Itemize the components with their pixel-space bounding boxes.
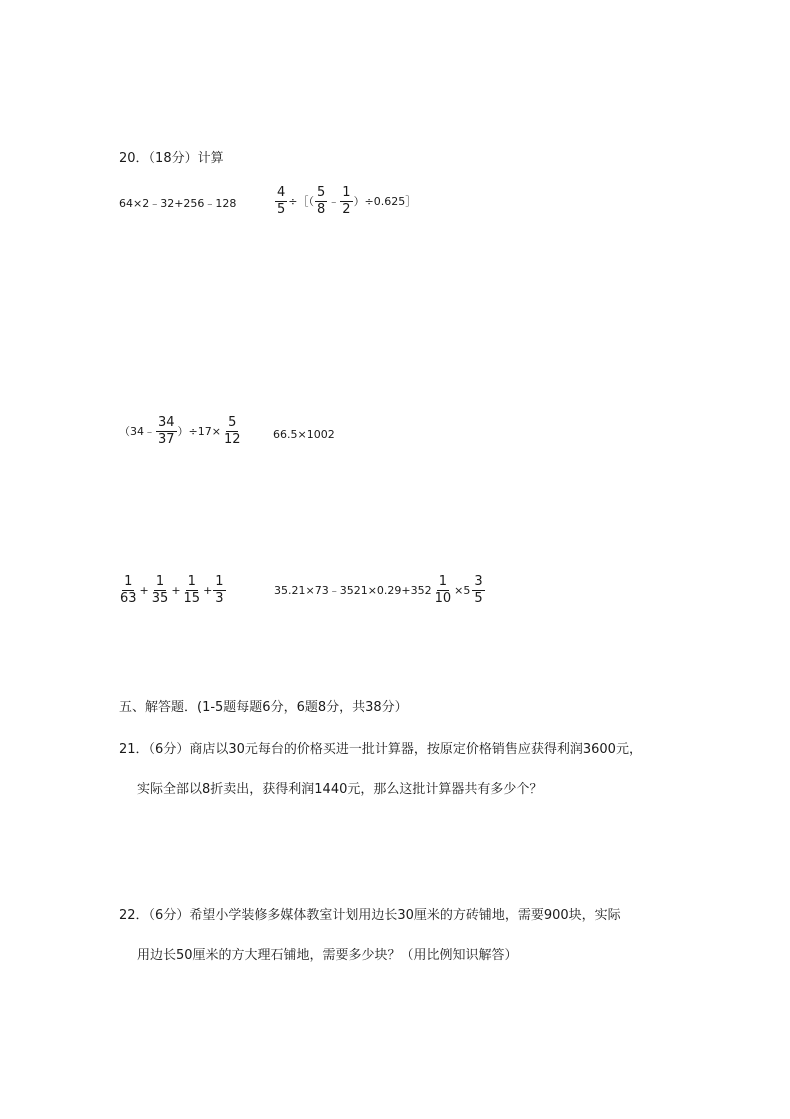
q20-expression-2: $\frac{4}{5}$ ÷［（ $\frac{5}{8}$ ﹣ $\frac{1}{2}$ ）÷0.625］ — [277, 185, 417, 217]
fraction: $\frac{4}{5}$ — [277, 185, 286, 217]
q20-expression-6: 35.21×73﹣3521×0.29+352 $\frac{1}{10}$ × 5 $\frac{3}{5}$ — [274, 575, 486, 606]
fraction: $\frac{1}{63}$ — [120, 574, 137, 606]
q21-text-line-1: 21．（6分）商店以30元每台的价格买进一批计算器，按原定价格销售应获得利润3600元， — [119, 742, 642, 757]
fraction: $\frac{1}{35}$ — [151, 574, 169, 606]
section-heading: 五、解答题．(1-5题每题6分，6题8分，共38分） — [119, 700, 408, 715]
q21-text-line-2: 实际全部以8折卖出，获得利润1440元，那么这批计算器共有多少个？ — [137, 782, 543, 797]
fraction: $\frac{1}{10}$ — [434, 574, 452, 606]
fraction: $\frac{5}{8}$ — [317, 185, 326, 217]
q22-text-line-2: 用边长50厘米的方大理石铺地，需要多少块？（用比例知识解答） — [137, 948, 518, 963]
fraction: $\frac{34}{37}$ — [158, 415, 175, 447]
fraction: $\frac{1}{15}$ — [183, 574, 201, 606]
q22-text-line-1: 22．（6分）希望小学装修多媒体教室计划用边长30厘米的方砖铺地，需要900块，实际 — [119, 908, 621, 923]
fraction: $\frac{1}{3}$ — [215, 574, 224, 606]
q20-expression-3: （34﹣ $\frac{34}{37}$ ）÷17× $\frac{5}{12}$ — [119, 415, 241, 447]
q20-expression-4: 66.5×1002 — [273, 428, 335, 441]
fraction: $\frac{5}{12}$ — [223, 415, 241, 447]
fraction: $\frac{1}{2}$ — [342, 185, 351, 217]
q20-title: 20．（18分）计算 — [119, 151, 224, 166]
fraction: $\frac{3}{5}$ — [474, 574, 483, 606]
q20-expression-5: $\frac{1}{63}$ + $\frac{1}{35}$ + $\frac{1}{15}$ + $\frac{1}{3}$ — [120, 574, 224, 606]
q20-expression-1: 64×2﹣32+256﹣128 — [119, 197, 237, 210]
mixed-number: 5 $\frac{3}{5}$ — [463, 574, 483, 606]
